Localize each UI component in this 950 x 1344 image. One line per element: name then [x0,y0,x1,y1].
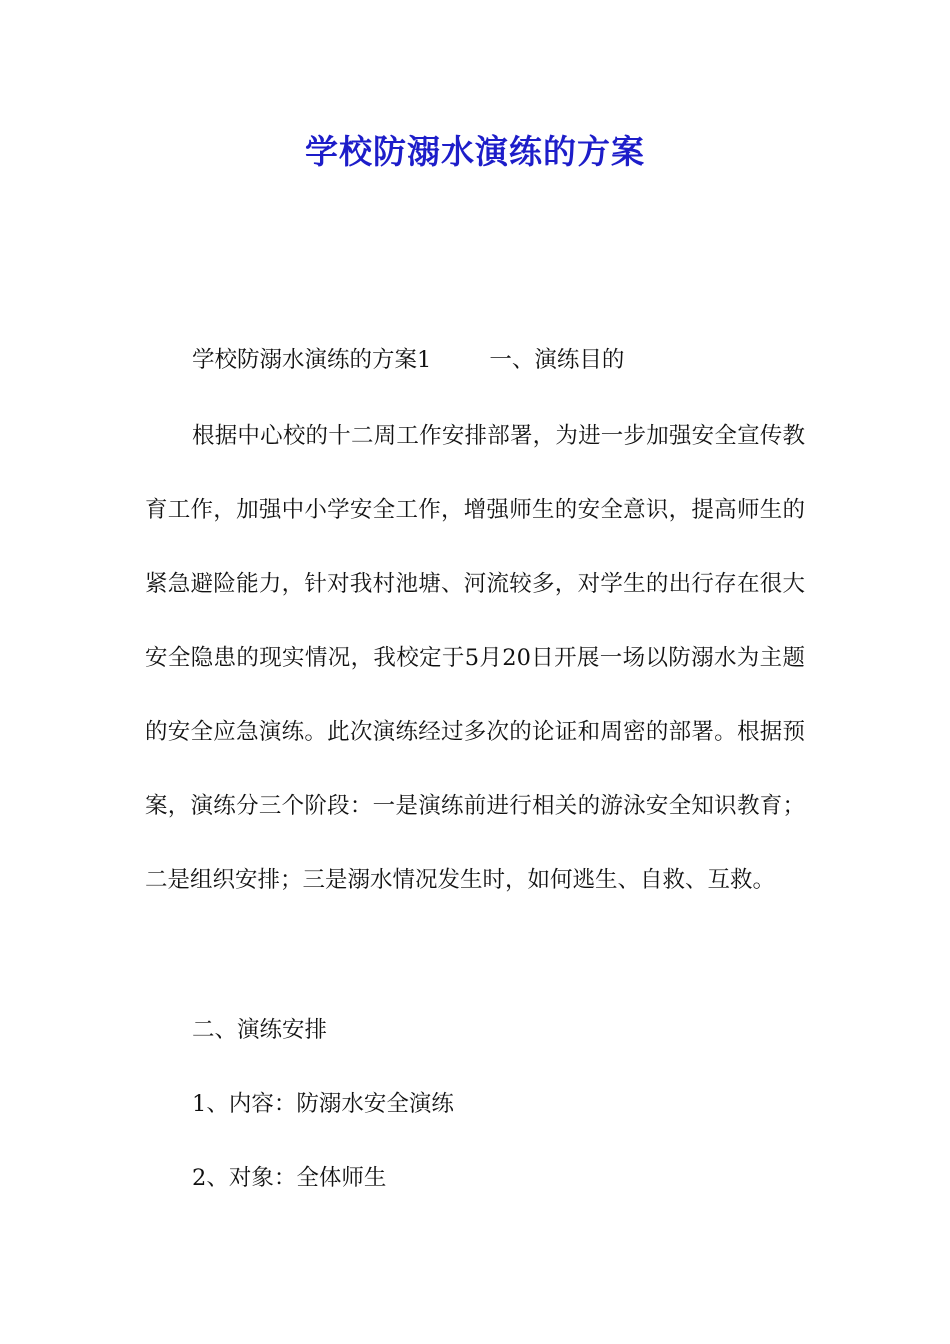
list-item: 1、内容：防溺水安全演练 [192,1091,454,1117]
section1-heading: 一、演练目的 [489,347,625,373]
section1-body: 根据中心校的十二周工作安排部署，为进一步加强安全宣传教育工作，加强中小学安全工作，增强师生的安全意识，提高师生的紧急避险能力，针对我村池塘、河流较多，对学生的出行存在很大安全隐患的现实情况，我校定于5月20日开展一场以防溺水为主题的安全应急演练。此次演练经过多次的论证和周密的部署。根据预案，演练分三个阶段：一是演练前进行相关的游泳安全知识教育；二是组织安排；三是溺水情况发生时，如何逃生、自救、互救。 [145,423,805,893]
document-title: 学校防溺水演练的方案 [305,132,645,171]
section2-heading: 二、演练安排 [192,1017,328,1043]
intro-line [145,323,805,397]
section1-paragraph [145,399,805,917]
section2-block [145,993,805,1215]
intro-heading: 学校防溺水演练的方案1 [192,347,432,373]
list-item: 2、对象：全体师生 [192,1165,387,1191]
